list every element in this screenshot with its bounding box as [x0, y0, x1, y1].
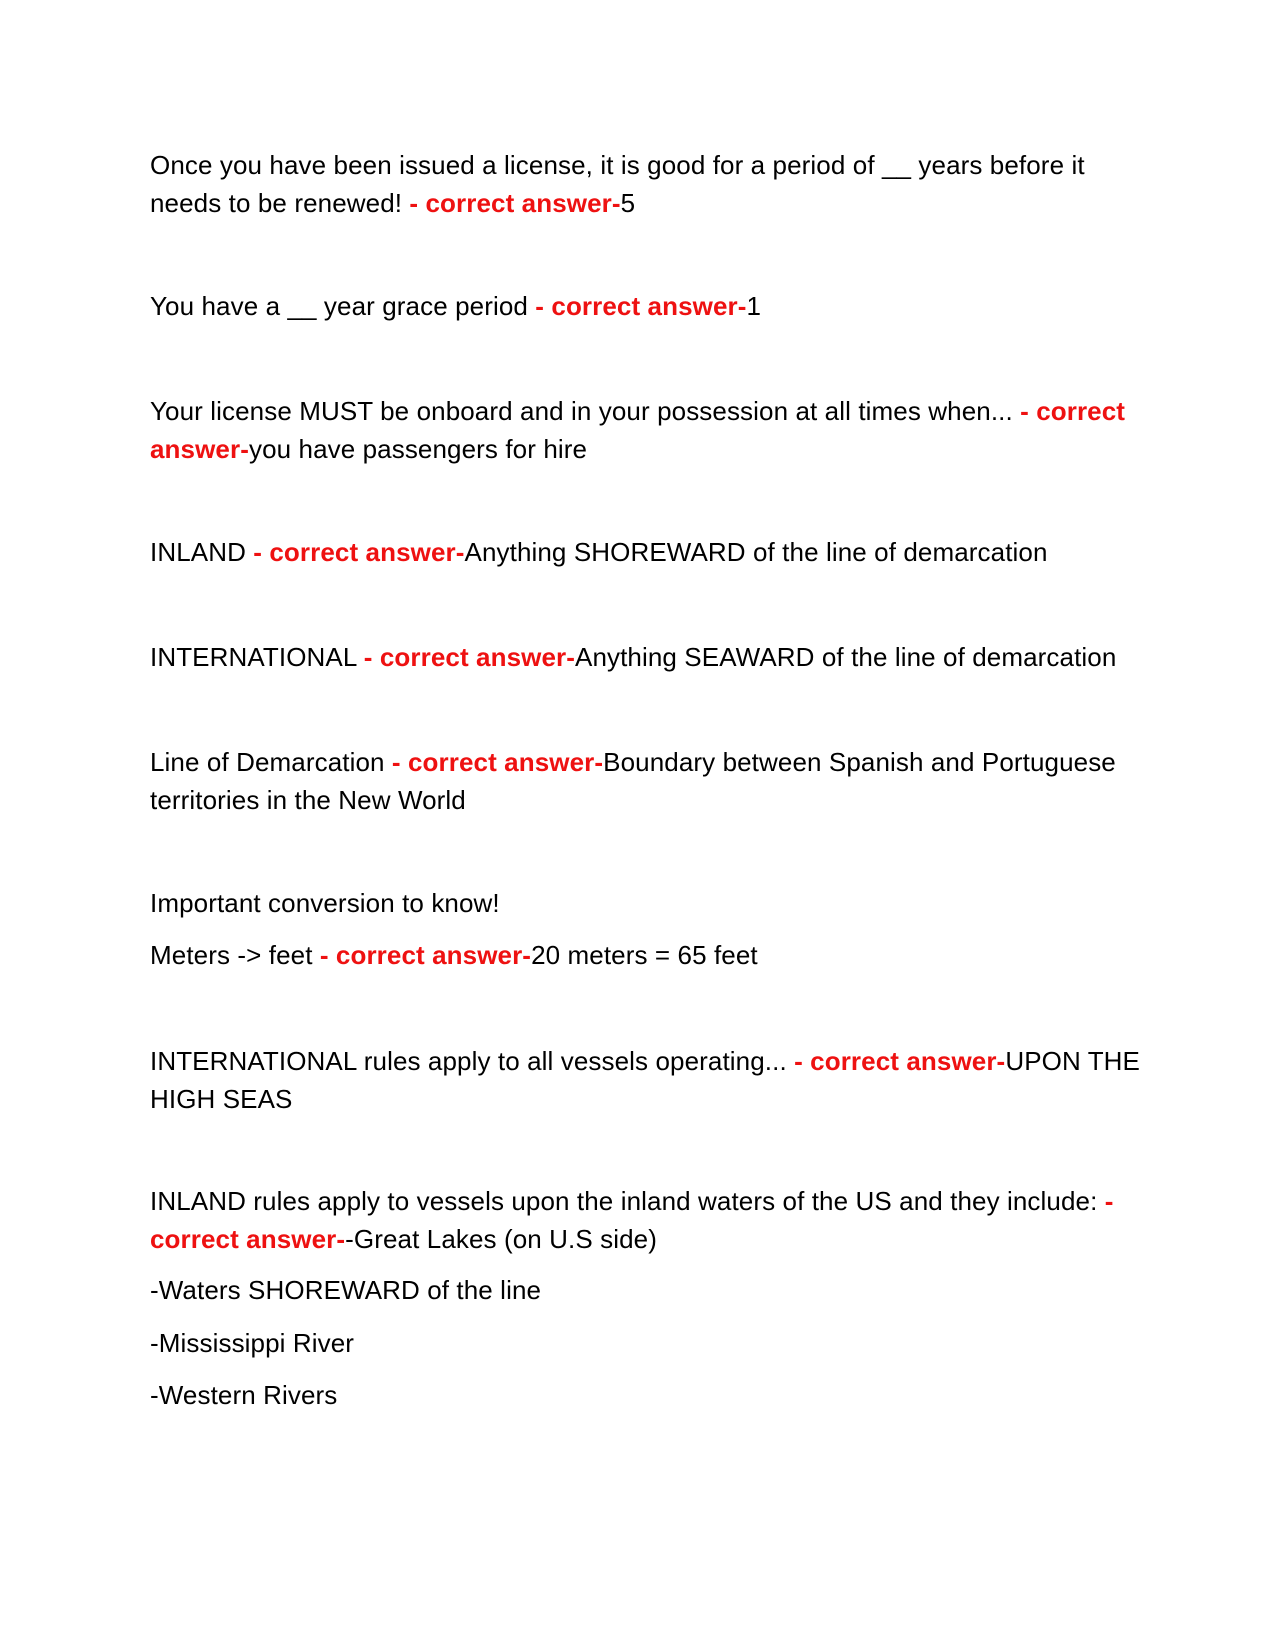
question-text: You have a __ year grace period	[150, 291, 536, 321]
question-text: Meters -> feet	[150, 940, 320, 970]
qa-item-meters-to-feet	[150, 936, 1140, 974]
list-item-text: -Western Rivers	[150, 1380, 338, 1410]
qa-item-license-period	[150, 146, 1140, 222]
correct-answer-marker: - correct answer-	[319, 940, 532, 970]
correct-answer-marker: - correct answer-	[253, 537, 465, 567]
qa-item-international-rules	[150, 1042, 1140, 1118]
intro-text: Important conversion to know!	[150, 888, 500, 918]
answer-text: Anything SHOREWARD of the line of demarcation	[464, 537, 1048, 567]
question-text: INTERNATIONAL	[150, 642, 364, 672]
qa-item-inland-rules	[150, 1182, 1140, 1258]
question-text: INTERNATIONAL rules apply to all vessels operating...	[150, 1046, 795, 1076]
list-item-text: -Mississippi River	[150, 1328, 355, 1358]
answer-text: you have passengers for hire	[248, 434, 588, 464]
correct-answer-marker: - correct answer-	[794, 1046, 1006, 1076]
answer-text: 20 meters = 65 feet	[531, 940, 758, 970]
list-item-western-rivers	[150, 1376, 1140, 1414]
answer-text: 5	[620, 188, 636, 218]
answer-text: UPON THE HIGH SEAS	[150, 1046, 1141, 1114]
correct-answer-marker: - correct answer-	[391, 747, 604, 777]
qa-item-line-of-demarcation	[150, 743, 1140, 819]
answer-text: -Great Lakes (on U.S side)	[345, 1224, 657, 1254]
qa-item-license-onboard	[150, 392, 1140, 468]
correct-answer-marker: - correct answer-	[150, 1186, 1114, 1254]
question-text: Your license MUST be onboard and in your possession at all times when...	[150, 396, 1021, 426]
question-text: INLAND rules apply to vessels upon the inland waters of the US and they include:	[150, 1186, 1105, 1216]
qa-item-inland	[150, 533, 1140, 571]
correct-answer-marker: - correct answer-	[150, 396, 1126, 464]
correct-answer-marker: - correct answer-	[409, 188, 621, 218]
correct-answer-marker: - correct answer-	[363, 642, 575, 672]
question-text: Once you have been issued a license, it is good for a period of __ years before it needs to be renewed!	[150, 150, 1085, 218]
answer-text: Anything SEAWARD of the line of demarcation	[575, 642, 1117, 672]
list-item-text: -Waters SHOREWARD of the line	[150, 1275, 542, 1305]
qa-item-international	[150, 638, 1140, 676]
question-text: INLAND	[150, 537, 254, 567]
qa-item-grace-period	[150, 287, 1140, 325]
answer-text: Boundary between Spanish and Portuguese territories in the New World	[150, 747, 1116, 815]
question-text: Line of Demarcation	[150, 747, 392, 777]
correct-answer-marker: - correct answer-	[535, 291, 747, 321]
answer-text: 1	[746, 291, 762, 321]
list-item-mississippi-river	[150, 1324, 1140, 1362]
list-item-waters-shoreward	[150, 1271, 1140, 1309]
conversion-intro	[150, 884, 1140, 922]
